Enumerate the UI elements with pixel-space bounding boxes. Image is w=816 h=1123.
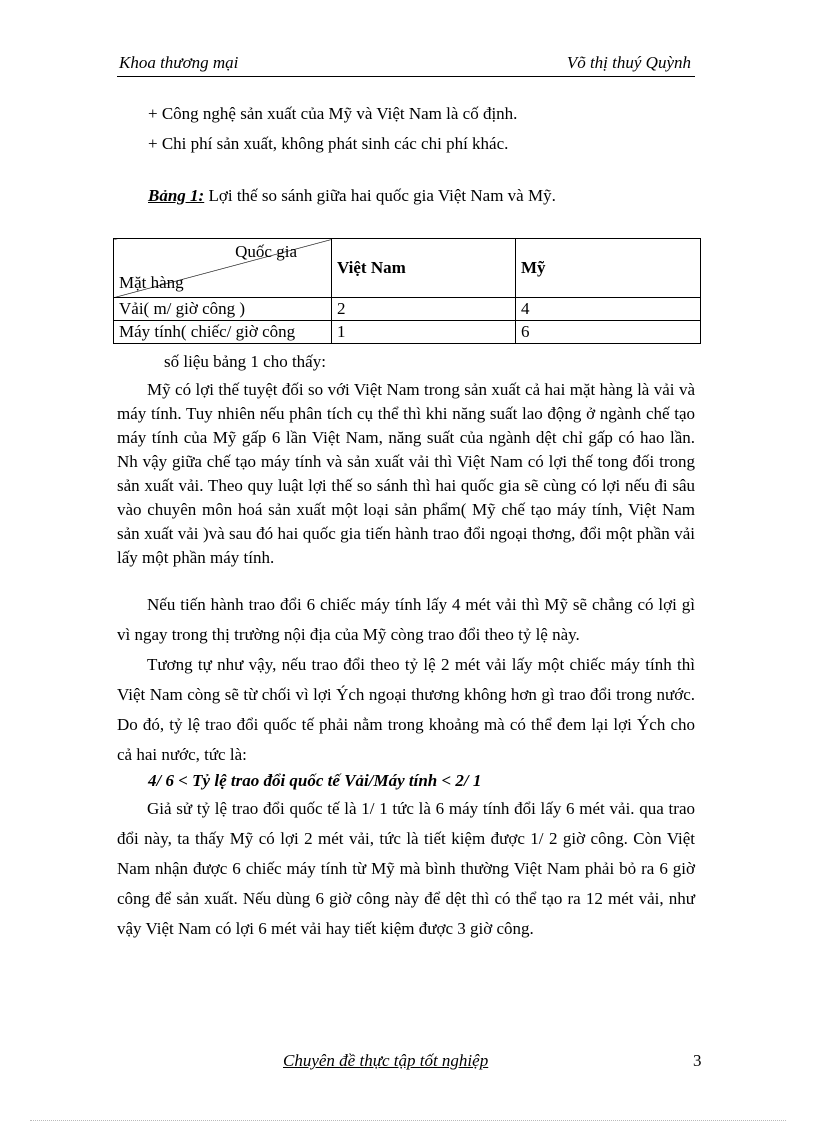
comparison-table	[113, 238, 701, 344]
column-header-vietnam: Việt Nam	[332, 239, 516, 298]
table-caption-text: Lợi thế so sánh giữa hai quốc gia Việt Nam và Mỹ.	[204, 186, 556, 205]
assumption-2: + Chi phí sản xuất, không phát sinh các chi phí khác.	[148, 134, 509, 153]
corner-country-label: Quốc gia	[235, 242, 297, 261]
table-caption	[148, 186, 556, 206]
footer-title: Chuyên đề thực tập tốt nghiệp	[283, 1051, 489, 1070]
cell-cloth-vietnam: 2	[332, 298, 516, 321]
cell-cloth-usa: 4	[516, 298, 701, 321]
page-header	[117, 52, 695, 77]
cell-computer-usa: 6	[516, 321, 701, 344]
header-author: Võ thị thuý Quỳnh	[566, 53, 691, 72]
paragraph-absolute-advantage: Mỹ có lợi thế tuyệt đối so với Việt Nam trong sản xuất cả hai mặt hàng là vải và máy tính. Tuy nhiên nếu phân tích cụ thể thì khi năng suất lao động ở ngành chế tạo máy tính của Mỹ gấp 6 lần Việt Nam, năng suất của ngành dệt chỉ gấp có hao lần. Nh vậy giữa chế tạo máy tính và sản xuất vải thì Việt Nam có lợi thế tong đối trong sản xuất vải. Theo quy luật lợi thế so sánh thì hai quốc gia sẽ cùng có lợi nếu đi sâu vào chuyên môn hoá sản xuất một loại sản phẩm( Mỹ chế tạo máy tính, Việt Nam sản xuất vải )và sau đó hai quốc gia tiến hành trao đổi ngoại thơng, đổi một phần vải lấy một phần máy tính.	[117, 380, 695, 567]
table-row	[114, 321, 701, 344]
assumption-1: + Công nghệ sản xuất của Mỹ và Việt Nam là cố định.	[148, 104, 518, 123]
exchange-rate-formula: 4/ 6 < Tỷ lệ trao đổi quốc tế Vải/Máy tính < 2/ 1	[148, 771, 482, 790]
page-number: 3	[693, 1051, 702, 1070]
row-item-computer: Máy tính( chiếc/ giờ công	[114, 321, 332, 344]
cell-computer-vietnam: 1	[332, 321, 516, 344]
table-row	[114, 298, 701, 321]
row-item-cloth: Vải( m/ giờ công )	[114, 298, 332, 321]
paragraph-trade-6-4: Nếu tiến hành trao đổi 6 chiếc máy tính lấy 4 mét vải thì Mỹ sẽ chẳng có lợi gì vì ngay trong thị trường nội địa của Mỹ còng trao đổi theo tỷ lệ này.	[117, 595, 695, 644]
table-header-row	[114, 239, 701, 298]
column-header-usa: Mỹ	[516, 239, 701, 298]
table-corner-cell	[114, 239, 332, 298]
corner-item-label: Mặt hàng	[119, 273, 184, 292]
page-bottom-divider	[30, 1120, 786, 1121]
paragraph-example: Giả sử tỷ lệ trao đổi quốc tế là 1/ 1 tức là 6 máy tính đổi lấy 6 mét vải. qua trao đổi này, ta thấy Mỹ có lợi 2 mét vải, tức là tiết kiệm được 1/ 2 giờ công. Còn Việt Nam nhận được 6 chiếc máy tính từ Mỹ mà bình thường Việt Nam phải bỏ ra 6 giờ công để sản xuất. Nếu dùng 6 giờ công này để dệt thì có thể tạo ra 12 mét vải, như vậy Việt Nam có lợi 6 mét vải hay tiết kiệm được 3 giờ công.	[117, 799, 695, 938]
table-caption-label: Bảng 1:	[148, 186, 205, 205]
table-intro: số liệu bảng 1 cho thấy:	[164, 352, 326, 371]
header-department: Khoa thương mại	[119, 53, 239, 72]
paragraph-trade-2-1: Tương tự như vậy, nếu trao đổi theo tỷ lệ 2 mét vải lấy một chiếc máy tính thì Việt Nam còng sẽ từ chối vì lợi Ých ngoại thương không hơn gì trao đổi trong nước. Do đó, tỷ lệ trao đổi quốc tế phải nằm trong khoảng mà có thể đem lại lợi Ých cho cả hai nước, tức là:	[117, 655, 695, 764]
